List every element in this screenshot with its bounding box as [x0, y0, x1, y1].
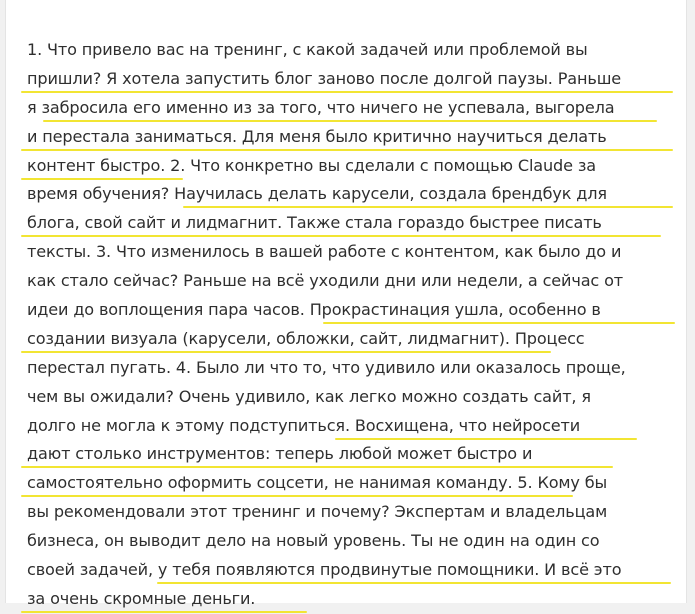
highlight-underline — [183, 206, 673, 208]
text-line-content: создании визуала (карусели, обложки, сайт, лидмагнит). Процесс — [27, 328, 585, 348]
text-line — [27, 325, 687, 354]
document-card — [5, 0, 687, 608]
text-line — [27, 180, 687, 209]
highlight-underline — [21, 149, 673, 151]
text-line-content: своей задачей, у тебя появляются продвинутые помощники. И всё это — [27, 560, 622, 580]
highlight-underline — [157, 582, 671, 584]
highlight-underline — [335, 438, 637, 440]
text-line — [27, 498, 687, 527]
highlight-underline — [43, 120, 657, 122]
text-line — [27, 152, 687, 181]
text-line-content: как стало сейчас? Раньше на всё уходили дни или недели, а сейчас от — [27, 271, 624, 291]
text-line-content: самостоятельно оформить соцсети, не нанимая команду. 5. Кому бы — [27, 473, 608, 493]
text-line — [27, 440, 687, 469]
text-line-content: дают столько инструментов: теперь любой может быстро и — [27, 444, 533, 464]
text-line — [27, 585, 687, 614]
highlight-underline — [21, 235, 661, 237]
text-line — [27, 238, 687, 267]
text-line — [27, 412, 687, 441]
text-line-content: и перестала заниматься. Для меня было критично научиться делать — [27, 126, 607, 146]
text-line — [27, 527, 687, 556]
text-line-content: за очень скромные деньги. — [27, 588, 256, 608]
text-line — [27, 267, 687, 296]
text-line — [27, 354, 687, 383]
text-line-content: блога, свой сайт и лидмагнит. Также стала гораздо быстрее писать — [27, 213, 602, 233]
text-line — [27, 36, 687, 65]
feedback-paragraph — [27, 36, 687, 614]
text-line-content: время обучения? Научилась делать карусели, создала брендбук для — [27, 184, 607, 204]
highlight-underline — [21, 351, 551, 353]
text-line — [27, 296, 687, 325]
text-line-content: перестал пугать. 4. Было ли что то, что удивило или оказалось проще, — [27, 357, 626, 377]
text-line-content: идеи до воплощения пара часов. Прокрастинация ушла, особенно в — [27, 300, 601, 320]
highlight-underline — [21, 611, 307, 613]
highlight-underline — [21, 466, 613, 468]
text-line-content: пришли? Я хотела запустить блог заново после долгой паузы. Раньше — [27, 68, 622, 88]
text-line — [27, 123, 687, 152]
highlight-underline — [21, 91, 673, 93]
text-line-content: 1. Что привело вас на тренинг, с какой задачей или проблемой вы — [27, 40, 588, 59]
text-line — [27, 469, 687, 498]
text-line — [27, 556, 687, 585]
highlight-underline — [21, 178, 183, 180]
text-line-content: бизнеса, он выводит дело на новый уровень. Ты не один на один со — [27, 531, 600, 551]
text-line-content: контент быстро. 2. Что конкретно вы сделали с помощью Claude за — [27, 155, 596, 175]
text-line-content: вы рекомендовали этот тренинг и почему? Экспертам и владельцам — [27, 502, 608, 522]
highlight-underline — [21, 495, 573, 497]
text-line-content: я забросила его именно из за того, что ничего не успевала, выгорела — [27, 97, 615, 117]
highlight-underline — [323, 322, 675, 324]
text-line — [27, 209, 687, 238]
text-line-content: чем вы ожидали? Очень удивило, как легко можно создать сайт, я — [27, 386, 591, 406]
text-line — [27, 94, 687, 123]
text-line-content: тексты. 3. Что изменилось в вашей работе с контентом, как было до и — [27, 242, 622, 262]
text-line-content: долго не могла к этому подступиться. Восхищена, что нейросети — [27, 415, 581, 435]
text-line — [27, 65, 687, 94]
text-line — [27, 383, 687, 412]
